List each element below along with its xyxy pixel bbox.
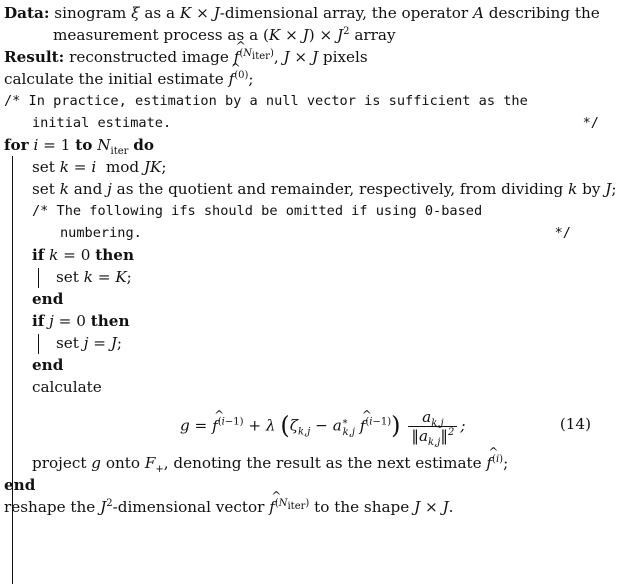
result-line: Result: reconstructed image ^ $f^{(N_{iter})}$, J × J pixels [4, 46, 599, 68]
project-line: project g onto $F_+$, denoting the result as the next estimate ^ $f^{(i)}$; [32, 452, 599, 474]
end-if-j: end [32, 356, 64, 374]
then-keyword: then [90, 312, 130, 330]
comment-1 [4, 90, 599, 112]
if-k-rule [38, 268, 39, 288]
comment-1-end: */ [582, 115, 599, 131]
comment-2-end: */ [554, 225, 571, 241]
comment-1-text-2: initial estimate. [32, 115, 172, 131]
if-j-assign: set j = J; [56, 334, 123, 352]
do-keyword: do [133, 136, 155, 154]
update-equation [32, 398, 599, 452]
data-keyword: Data: [4, 4, 50, 22]
if-keyword: if [32, 312, 45, 330]
if-k-body [32, 266, 599, 288]
if-keyword: if [32, 246, 45, 264]
algorithm-block [4, 2, 617, 518]
for-rule [12, 156, 13, 584]
comment-1-cont [4, 112, 599, 134]
reshape-line: reshape the $J^2$-dimensional vector ^ $f^{(N_{iter})}$ to the shape J × J. [4, 496, 599, 518]
if-k-assign: set k = K; [56, 268, 132, 286]
data-line-cont: measurement process as a $(K \times J) \times J^2$ array [53, 25, 396, 44]
for-line: for i = 1 to $N_{iter}$ do [4, 136, 155, 158]
setk-line: set k = i mod JK; [32, 158, 167, 176]
equation-body: g = ^ $f^{(i-1)} + \lambda$ ($\zeta_{k,j} - a^∗_{k,j}$ ^ $f^{(i-1)}$) $\frac{a_{k,j}}{‖a_{k,j}‖^2}$ ; [180, 408, 465, 445]
then-keyword: then [95, 246, 134, 264]
if-j-line: if j = 0 then [32, 312, 130, 330]
result-keyword: Result: [4, 48, 65, 66]
for-body [4, 156, 617, 476]
if-j-body [32, 332, 599, 354]
if-k-line: if k = 0 then [32, 246, 134, 264]
for-keyword: for [4, 136, 29, 154]
comment-2-text-2: numbering. [60, 225, 142, 241]
comment-2-text: /* The following ifs should be omitted if using 0-based [32, 203, 483, 219]
data-line: Data: sinogram ξ as a K × J-dimensional array, the operator A describing the [4, 4, 600, 22]
end-for: end [4, 476, 36, 494]
equation-number: (14) [559, 415, 591, 433]
if-j-rule [38, 334, 39, 354]
comment-2-cont [32, 222, 599, 244]
comment-2 [32, 200, 599, 222]
equation-fraction: $\frac{a_{k,j}}{‖a_{k,j}‖^2}$ [408, 408, 457, 445]
end-if-k: end [32, 290, 64, 308]
comment-1-text: /* In practice, estimation by a null vector is sufficient as the [4, 93, 528, 109]
setkj-line: set k and j as the quotient and remainder, respectively, from dividing k by J; [32, 180, 617, 198]
calculate-line: calculate [32, 378, 102, 396]
init-line: calculate the initial estimate ^ $f^{(0)}$; [4, 68, 599, 90]
